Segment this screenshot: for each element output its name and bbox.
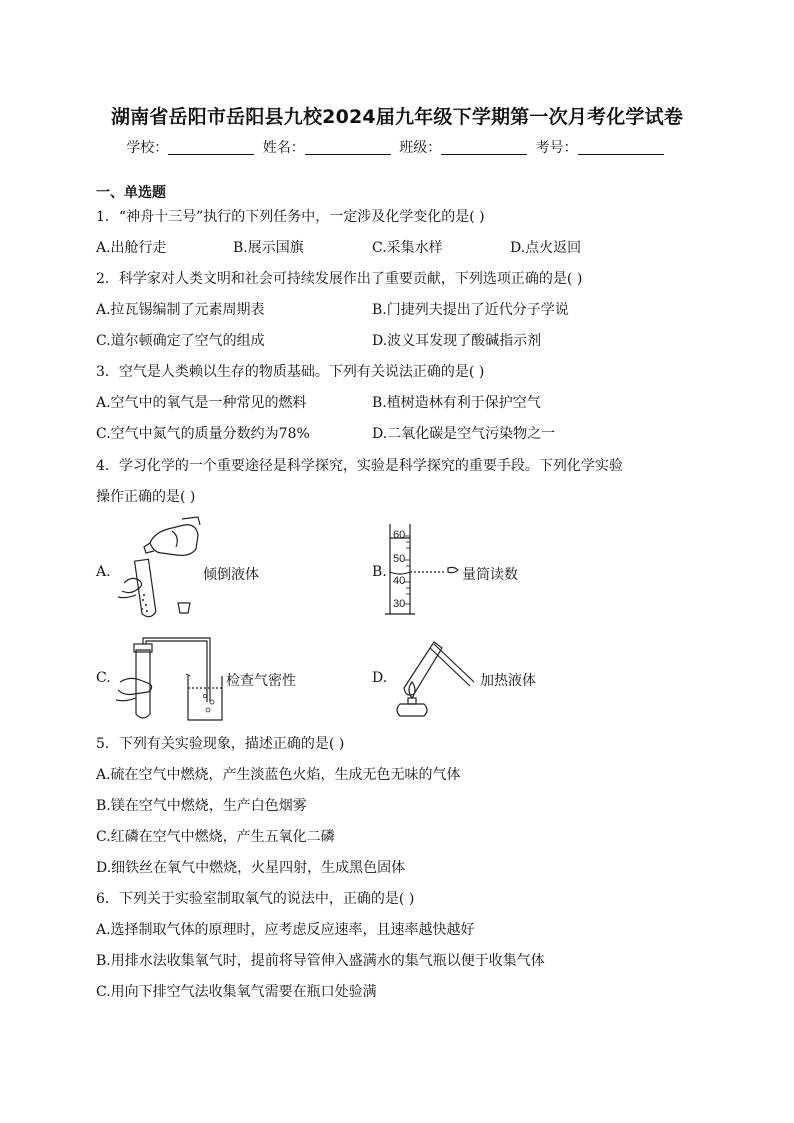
option-c-label: C.: [96, 670, 111, 686]
school-blank[interactable]: [168, 140, 254, 155]
question-6-option-c: C.用向下排空气法收集氧气需要在瓶口处验满: [96, 984, 377, 1000]
option-a-caption: 倾倒液体: [203, 567, 259, 583]
question-2-stem: 2．科学家对人类文明和社会可持续发展作出了重要贡献，下列选项正确的是( ): [96, 271, 583, 287]
question-5-option-c: C.红磷在空气中燃烧，产生五氧化二磷: [96, 829, 335, 845]
cylinder-tick-30: 30: [393, 598, 406, 610]
student-info-row: [0, 137, 794, 157]
cylinder-tick-50: 50: [393, 553, 406, 565]
graduated-cylinder-figure: [384, 522, 464, 618]
question-1-option-b: B.展示国旗: [233, 240, 304, 256]
question-5-option-a: A.硫在空气中燃烧，产生淡蓝色火焰，生成无色无味的气体: [96, 767, 461, 783]
number-blank[interactable]: [578, 140, 664, 155]
option-d-label: D.: [372, 670, 388, 686]
question-3-option-c: C.空气中氮气的质量分数约为78%: [96, 426, 310, 442]
question-4-stem-line1: 4．学习化学的一个重要途径是科学探究，实验是科学探究的重要手段。下列化学实验: [96, 458, 623, 474]
option-d-caption: 加热液体: [480, 673, 536, 689]
question-5-stem: 5．下列有关实验现象，描述正确的是( ): [96, 736, 345, 752]
question-5-option-d: D.细铁丝在氧气中燃烧，火星四射，生成黑色固体: [96, 860, 406, 876]
question-6-stem: 6．下列关于实验室制取氧气的说法中，正确的是( ): [96, 891, 415, 907]
question-1-option-d: D.点火返回: [510, 240, 582, 256]
question-3-option-d: D.二氧化碳是空气污染物之一: [372, 426, 556, 442]
pouring-liquid-figure: [110, 515, 205, 620]
question-1-option-c: C.采集水样: [372, 240, 443, 256]
cylinder-tick-60: 60: [393, 529, 406, 541]
heating-liquid-figure: [390, 634, 476, 724]
option-b-caption: 量筒读数: [462, 567, 518, 583]
name-label: 姓名：: [262, 140, 305, 156]
airtightness-figure: [110, 636, 228, 722]
question-1-stem: 1．“神舟十三号”执行的下列任务中，一定涉及化学变化的是( ): [96, 209, 485, 225]
option-b-label: B.: [372, 564, 387, 580]
question-6-option-b: B.用排水法收集氧气时，提前将导管伸入盛满水的集气瓶以便于收集气体: [96, 953, 545, 969]
name-blank[interactable]: [305, 140, 391, 155]
school-label: 学校：: [126, 140, 169, 156]
page-title: 湖南省岳阳市岳阳县九校2024届九年级下学期第一次月考化学试卷: [110, 106, 684, 128]
option-a-label: A.: [96, 564, 111, 580]
number-label: 考号：: [535, 140, 578, 156]
section-heading: 一、单选题: [96, 185, 166, 201]
option-c-caption: 检查气密性: [226, 673, 296, 689]
question-6-option-a: A.选择制取气体的原理时，应考虑反应速率，且速率越快越好: [96, 922, 475, 938]
question-3-option-a: A.空气中的氧气是一种常见的燃料: [96, 395, 307, 411]
question-4-stem-line2: 操作正确的是( ): [96, 489, 196, 505]
class-label: 班级：: [399, 140, 442, 156]
question-2-option-c: C.道尔顿确定了空气的组成: [96, 333, 265, 349]
question-5-option-b: B.镁在空气中燃烧，生产白色烟雾: [96, 798, 307, 814]
cylinder-tick-40: 40: [393, 575, 406, 587]
question-2-option-b: B.门捷列夫提出了近代分子学说: [372, 302, 569, 318]
question-1-option-a: A.出舱行走: [96, 240, 167, 256]
question-3-stem: 3．空气是人类赖以生存的物质基础。下列有关说法正确的是( ): [96, 364, 485, 380]
question-3-option-b: B.植树造林有利于保护空气: [372, 395, 541, 411]
question-2-option-d: D.波义耳发现了酸碱指示剂: [372, 333, 542, 349]
class-blank[interactable]: [441, 140, 527, 155]
question-2-option-a: A.拉瓦锡编制了元素周期表: [96, 302, 265, 318]
